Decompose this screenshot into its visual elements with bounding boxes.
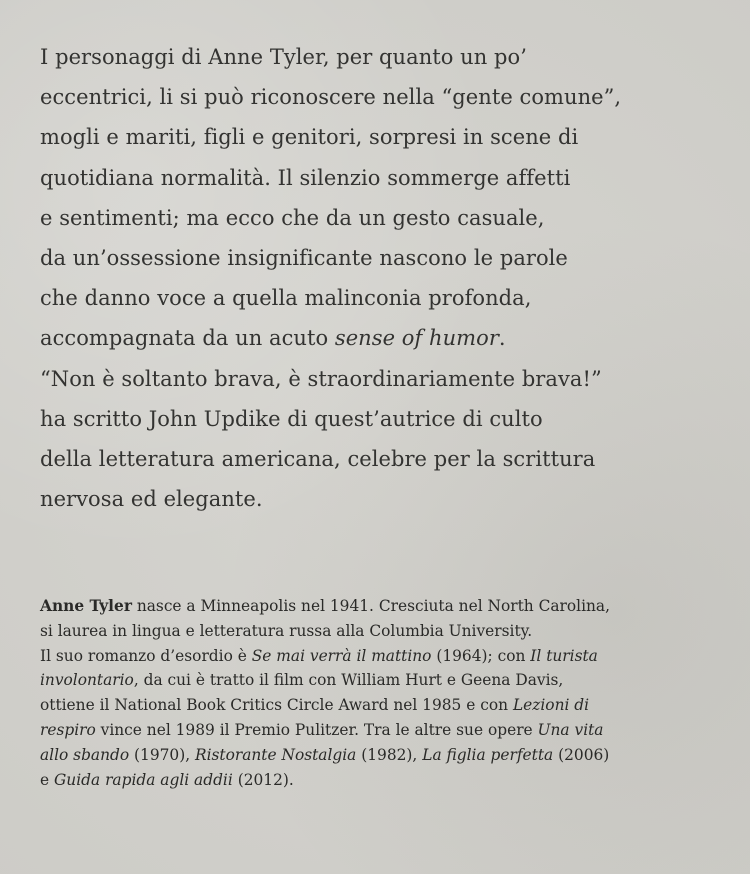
text-segment: vince nel 1989 il Premio Pulitzer. Tra le altre sue opere (95, 720, 538, 739)
italic-title-text: Una vita (537, 720, 604, 739)
text-segment: accompagnata da un acuto (40, 326, 335, 351)
text-segment: e (40, 770, 55, 789)
text-segment: da un’ossessione insignificante nascono le parole (40, 246, 568, 271)
italic-title-text: La figlia perfetta (422, 745, 554, 764)
bio-line (40, 668, 740, 693)
text-segment: eccentrici, li si può riconoscere nella “gente comune”, (40, 85, 622, 110)
blurb-line (40, 359, 740, 399)
text-segment: (1964); con (431, 646, 531, 665)
blurb-line (40, 479, 740, 519)
italic-title-text: Guida rapida agli addii (54, 770, 233, 789)
blurb-paragraph (40, 37, 740, 519)
text-segment: , da cui è tratto il film con William Hurt e Geena Davis, (133, 671, 564, 690)
text-segment: mogli e mariti, figli e genitori, sorpresi in scene di (40, 125, 579, 150)
text-segment: (2006) (553, 745, 610, 764)
text-segment: e sentimenti; ma ecco che da un gesto casuale, (40, 205, 545, 230)
blurb-line (40, 318, 740, 358)
author-bio-paragraph (40, 594, 740, 792)
bio-line (40, 718, 740, 743)
author-name: Anne Tyler (40, 597, 132, 615)
text-segment: I personaggi di Anne Tyler, per quanto un po’ (40, 45, 527, 69)
text-segment: nervosa ed elegante. (40, 487, 263, 512)
italic-title-text: Se mai verrà il mattino (251, 646, 432, 665)
text-segment: “Non è soltanto brava, è straordinariamente brava!” (40, 366, 602, 391)
text-segment: della letteratura americana, celebre per la scrittura (40, 447, 596, 472)
bio-line (40, 743, 740, 768)
bio-line (40, 693, 740, 718)
text-segment: . (498, 326, 506, 351)
italic-title-text: Lezioni di (512, 696, 590, 715)
bio-line (40, 768, 740, 793)
blurb-line (40, 238, 740, 278)
italic-title-text: allo sbando (40, 745, 130, 764)
text-segment: che danno voce a quella malinconia profonda, (40, 286, 532, 311)
text-segment: si laurea in lingua e letteratura russa alla Columbia University. (40, 621, 533, 640)
italic-title-text: Ristorante Nostalgia (195, 745, 357, 764)
italic-title-text: sense of humor (334, 326, 499, 351)
italic-title-text: involontario (40, 671, 134, 690)
text-segment: (2012). (232, 770, 294, 789)
text-segment: ottiene il National Book Critics Circle Award nel 1985 e con (40, 696, 513, 715)
blurb-line (40, 439, 740, 479)
blurb-line (40, 77, 740, 117)
italic-title-text: respiro (40, 720, 96, 739)
text-segment: (1970), (129, 745, 195, 764)
blurb-line (40, 278, 740, 318)
bio-line (40, 594, 740, 619)
bio-line (40, 619, 740, 644)
bio-line (40, 644, 740, 669)
blurb-line (40, 117, 740, 157)
italic-title-text: Il turista (530, 646, 598, 665)
text-segment: Il suo romanzo d’esordio è (40, 646, 252, 665)
blurb-line (40, 198, 740, 238)
text-segment: (1982), (356, 745, 423, 764)
blurb-line (40, 158, 740, 198)
blurb-line (40, 37, 740, 77)
text-segment: quotidiana normalità. Il silenzio sommerge affetti (40, 165, 571, 190)
text-segment: nasce a Minneapolis nel 1941. Cresciuta nel North Carolina, (131, 597, 610, 615)
text-segment: ha scritto John Updike di quest’autrice di culto (40, 406, 543, 431)
blurb-line (40, 399, 740, 439)
